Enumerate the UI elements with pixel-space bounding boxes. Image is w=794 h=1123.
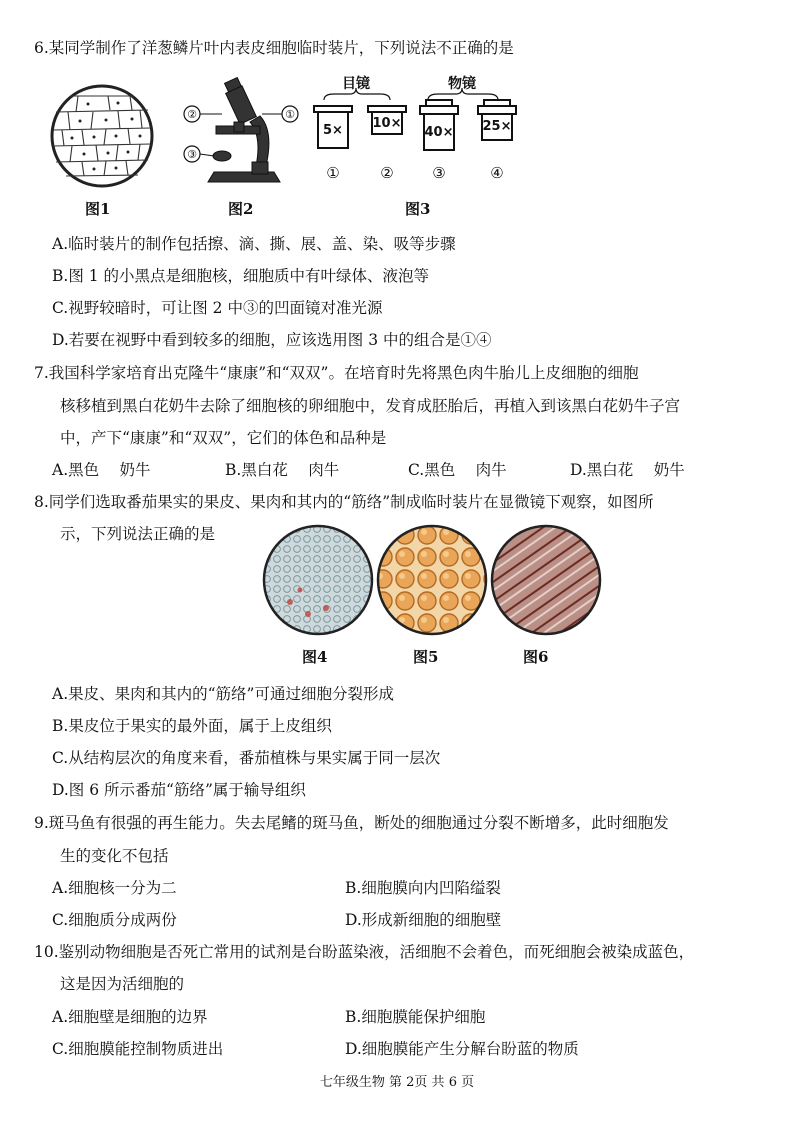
q9-stem-line-1: 9.斑马鱼有很强的再生能力。失去尾鳍的斑马鱼，断处的细胞通过分裂不断增多，此时细胞发 [34, 814, 669, 832]
q6-option-c: C.视野较暗时，可让图 2 中③的凹面镜对准光源 [52, 299, 383, 317]
figure-2-microscope [178, 76, 302, 188]
q9-stem-line-2: 生的变化不包括 [60, 847, 169, 865]
q9-option-a: A.细胞核一分为二 [52, 879, 177, 897]
q6-option-d: D.若要在视野中看到较多的细胞，应该选用图 3 中的组合是①④ [52, 331, 492, 349]
fig2-marker-3: ③ [187, 148, 197, 161]
lens-1-magnification: 5× [323, 123, 343, 138]
lens-2-number: ② [380, 164, 394, 182]
q8-stem-line-2: 示，下列说法正确的是 [60, 525, 216, 543]
figure-1-onion-cells [48, 82, 156, 190]
lens-4-number: ④ [490, 164, 504, 182]
q7-option-b: B.黑白花 肉牛 [225, 461, 340, 479]
figures-4-6-micrographs [262, 524, 602, 636]
figure-6-caption: 图6 [523, 648, 549, 666]
q7-option-d: D.黑白花 奶牛 [570, 461, 685, 479]
figure-3-caption: 图3 [405, 200, 431, 218]
q10-option-b: B.细胞膜能保护细胞 [345, 1008, 486, 1026]
q7-stem-line-2: 核移植到黑白花奶牛去除了细胞核的卵细胞中，发育成胚胎后，再植入到该黑白花奶牛子宫 [60, 397, 681, 415]
page-footer: 七年级生物 第 2页 共 6 页 [319, 1075, 475, 1090]
figure-3-lenses [310, 72, 530, 188]
q7-option-c: C.黑色 肉牛 [408, 461, 507, 479]
lens-1-number: ① [326, 164, 340, 182]
q8-option-d: D.图 6 所示番茄“筋络”属于输导组织 [52, 781, 306, 799]
eyepiece-label: 目镜 [342, 76, 370, 92]
q8-option-b: B.果皮位于果实的最外面，属于上皮组织 [52, 717, 332, 735]
figure-4-caption: 图4 [302, 648, 328, 666]
q8-option-a: A.果皮、果肉和其内的“筋络”可通过细胞分裂形成 [52, 685, 394, 703]
figure-2-caption: 图2 [228, 200, 254, 218]
fig2-marker-1: ① [285, 108, 295, 121]
lens-3-magnification: 40× [424, 125, 454, 140]
q6-option-a: A.临时装片的制作包括擦、滴、撕、展、盖、染、吸等步骤 [52, 235, 456, 253]
q10-option-a: A.细胞壁是细胞的边界 [52, 1008, 208, 1026]
q9-option-d: D.形成新细胞的细胞壁 [345, 911, 502, 929]
lens-2-magnification: 10× [372, 116, 402, 131]
fig2-marker-2: ② [187, 108, 197, 121]
q9-option-b: B.细胞膜向内凹陷缢裂 [345, 879, 501, 897]
q9-option-c: C.细胞质分成两份 [52, 911, 177, 929]
lens-4-magnification: 25× [482, 119, 512, 134]
q8-option-c: C.从结构层次的角度来看，番茄植株与果实属于同一层次 [52, 749, 441, 767]
q10-stem-line-2: 这是因为活细胞的 [60, 975, 185, 993]
q10-stem-line-1: 10.鉴别动物细胞是否死亡常用的试剂是台盼蓝染液，活细胞不会着色，而死细胞会被染成蓝色， [34, 943, 695, 961]
q10-option-c: C.细胞膜能控制物质进出 [52, 1040, 224, 1058]
q7-option-a: A.黑色 奶牛 [52, 461, 151, 479]
figure-5-caption: 图5 [413, 648, 439, 666]
q8-stem-line-1: 8.同学们选取番茄果实的果皮、果肉和其内的“筋络”制成临时装片在显微镜下观察，如图所 [34, 493, 654, 511]
q10-option-d: D.细胞膜能产生分解台盼蓝的物质 [345, 1040, 579, 1058]
figure-4-micrograph [264, 526, 372, 634]
figure-5-micrograph [378, 526, 486, 634]
q6-option-b: B.图 1 的小黑点是细胞核，细胞质中有叶绿体、液泡等 [52, 267, 430, 285]
figure-1-caption: 图1 [85, 200, 111, 218]
q7-stem-line-3: 中，产下“康康”和“双双”，它们的体色和品种是 [60, 429, 387, 447]
figure-6-micrograph [492, 526, 600, 634]
lens-3-number: ③ [432, 164, 446, 182]
objective-label: 物镜 [448, 76, 476, 92]
q6-stem: 6.某同学制作了洋葱鳞片叶内表皮细胞临时装片，下列说法不正确的是 [34, 39, 514, 57]
q7-stem-line-1: 7.我国科学家培育出克隆牛“康康”和“双双”。在培育时先将黑色肉牛胎儿上皮细胞的细胞 [34, 364, 639, 382]
